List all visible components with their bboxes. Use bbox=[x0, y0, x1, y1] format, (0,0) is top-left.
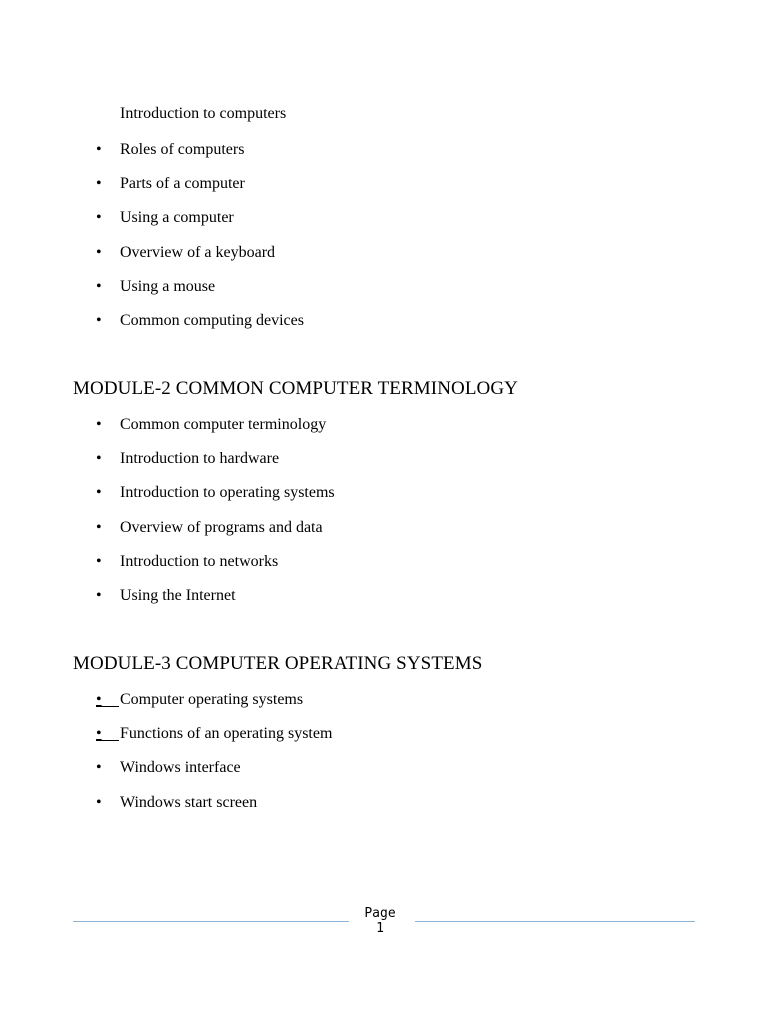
list-item-text: Using a mouse bbox=[120, 277, 216, 295]
bullet-icon: • bbox=[96, 175, 102, 193]
module-3-bullet-list bbox=[0, 690, 768, 827]
bullet-icon: • bbox=[96, 586, 102, 604]
page-label: Page bbox=[364, 906, 396, 921]
footer-rule-right bbox=[415, 921, 695, 922]
list-item-text: Computer operating systems bbox=[120, 691, 304, 708]
list-item-text: Common computing devices bbox=[120, 311, 304, 329]
list-item bbox=[0, 690, 768, 724]
list-item-text: Parts of a computer bbox=[120, 175, 245, 193]
list-item-text: Common computer terminology bbox=[120, 416, 327, 433]
bullet-icon: • bbox=[96, 690, 119, 707]
list-item-text: Introduction to networks bbox=[120, 552, 279, 570]
bullet-icon: • bbox=[96, 243, 102, 261]
list-item-text: Introduction to hardware bbox=[120, 450, 280, 468]
footer-rule-left bbox=[73, 921, 349, 922]
bullet-icon: • bbox=[96, 416, 102, 433]
list-item bbox=[0, 140, 768, 174]
list-item bbox=[0, 415, 768, 449]
list-item bbox=[0, 793, 768, 827]
list-item-text: Functions of an operating system bbox=[120, 725, 333, 743]
bullet-icon: • bbox=[96, 277, 102, 295]
bullet-icon: • bbox=[96, 484, 102, 502]
list-item bbox=[0, 483, 768, 517]
list-item bbox=[0, 724, 768, 758]
list-item-text: Introduction to operating systems bbox=[120, 484, 335, 502]
page-number-label bbox=[360, 906, 400, 936]
bullet-icon: • bbox=[96, 450, 102, 468]
bullet-icon: • bbox=[96, 552, 102, 570]
list-item bbox=[0, 552, 768, 586]
list-item bbox=[0, 586, 768, 620]
list-item-text: Roles of computers bbox=[120, 141, 245, 158]
module-3-heading: MODULE-3 COMPUTER OPERATING SYSTEMS bbox=[73, 653, 483, 674]
module-2-bullet-list bbox=[0, 415, 768, 620]
module-2-heading: MODULE-2 COMMON COMPUTER TERMINOLOGY bbox=[73, 378, 519, 399]
list-item bbox=[0, 277, 768, 311]
list-item-text: Using a computer bbox=[120, 209, 234, 227]
list-item-text: Overview of a keyboard bbox=[120, 243, 276, 261]
list-item bbox=[0, 208, 768, 242]
bullet-icon: • bbox=[96, 311, 102, 329]
list-item bbox=[0, 311, 768, 345]
list-item-text: Windows start screen bbox=[120, 793, 258, 811]
intro-bullet-list bbox=[0, 140, 768, 345]
list-item bbox=[0, 449, 768, 483]
list-item-text: Using the Internet bbox=[120, 586, 236, 604]
list-item bbox=[0, 243, 768, 277]
list-item bbox=[0, 518, 768, 552]
list-item-text: Windows interface bbox=[120, 759, 241, 777]
page-number: 1 bbox=[376, 921, 384, 936]
bullet-icon: • bbox=[96, 793, 102, 811]
bullet-icon: • bbox=[96, 759, 102, 777]
bullet-icon: • bbox=[96, 724, 119, 741]
intro-heading: Introduction to computers bbox=[120, 105, 287, 122]
bullet-icon: • bbox=[96, 141, 102, 158]
list-item bbox=[0, 174, 768, 208]
bullet-icon: • bbox=[96, 518, 102, 536]
list-item bbox=[0, 758, 768, 792]
bullet-icon: • bbox=[96, 209, 102, 227]
list-item-text: Overview of programs and data bbox=[120, 518, 323, 536]
